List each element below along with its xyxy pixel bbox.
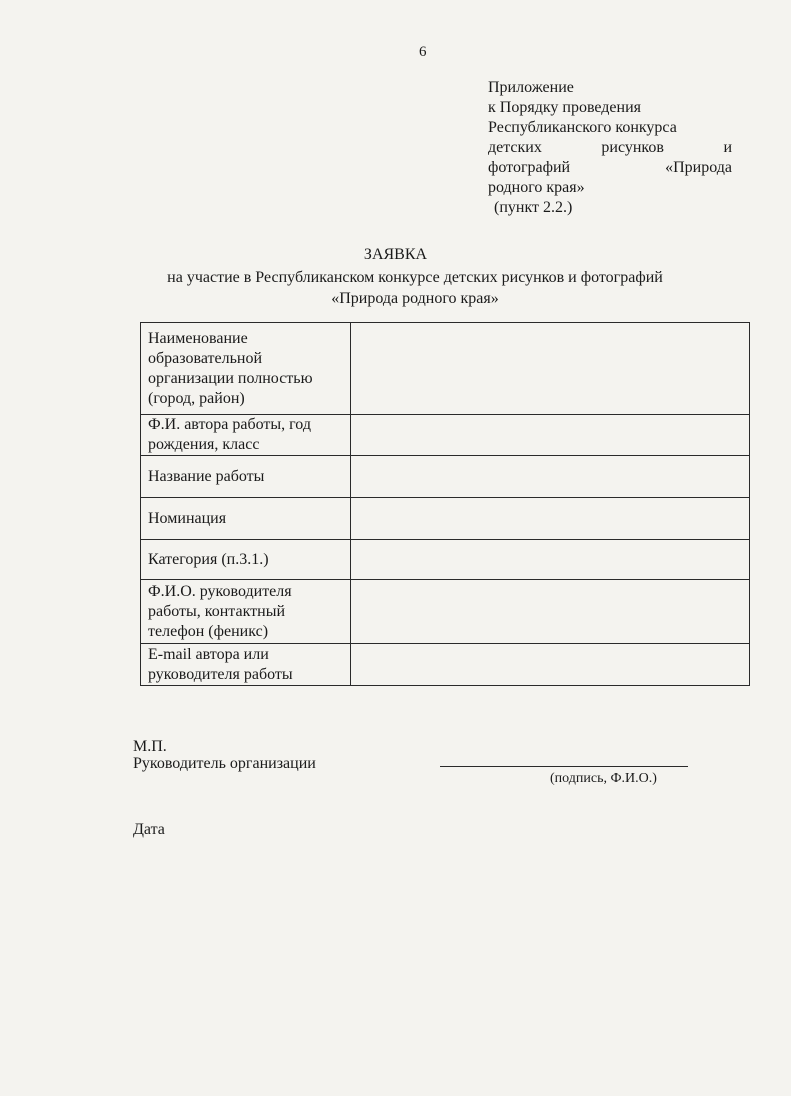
appendix-word: рисунков [601, 139, 664, 156]
field-value[interactable] [350, 540, 749, 580]
field-value[interactable] [350, 644, 749, 686]
appendix-line: родного края» [488, 179, 585, 196]
signature-caption: (подпись, Ф.И.О.) [550, 771, 657, 786]
form-row [141, 644, 750, 686]
subtitle-line: на участие в Республиканском конкурсе детских рисунков и фотографий [167, 269, 663, 286]
field-label: Ф.И. автора работы, год рождения, класс [141, 415, 351, 456]
form-row [141, 415, 750, 456]
appendix-word: фотографий [488, 159, 571, 176]
stamp-label: М.П. [133, 738, 167, 755]
signature-line[interactable] [440, 766, 688, 767]
form-row [141, 580, 750, 644]
document-subtitle [120, 267, 710, 309]
form-row [141, 323, 750, 415]
appendix-line: (пункт 2.2.) [494, 199, 573, 216]
appendix-line [488, 138, 732, 158]
organization-head-label: Руководитель организации [133, 755, 316, 772]
field-label: Ф.И.О. руководителя работы, контактный телефон (феникс) [141, 580, 351, 644]
application-form-table [140, 322, 750, 686]
appendix-line: Республиканского конкурса [488, 119, 677, 136]
field-label: Название работы [141, 456, 351, 498]
subtitle-line: «Природа родного края» [331, 290, 499, 307]
appendix-word: и [723, 139, 732, 156]
appendix-word: «Природа [665, 159, 732, 176]
form-row [141, 498, 750, 540]
field-label: Номинация [141, 498, 351, 540]
field-label: Категория (п.3.1.) [141, 540, 351, 580]
field-value[interactable] [350, 323, 749, 415]
form-row [141, 456, 750, 498]
field-value[interactable] [350, 456, 749, 498]
appendix-note [488, 78, 732, 218]
field-label: E-mail автора или руководителя работы [141, 644, 351, 686]
document-title: ЗАЯВКА [363, 246, 428, 263]
appendix-line: к Порядку проведения [488, 99, 642, 116]
field-value[interactable] [350, 580, 749, 644]
form-row [141, 540, 750, 580]
page-number: 6 [419, 44, 427, 60]
field-value[interactable] [350, 498, 749, 540]
appendix-word: детских [488, 139, 542, 156]
field-value[interactable] [350, 415, 749, 456]
field-label: Наименование образовательной организации полностью (город, район) [141, 323, 351, 415]
appendix-line [488, 158, 732, 178]
appendix-line: Приложение [488, 79, 574, 96]
date-label: Дата [133, 821, 165, 838]
